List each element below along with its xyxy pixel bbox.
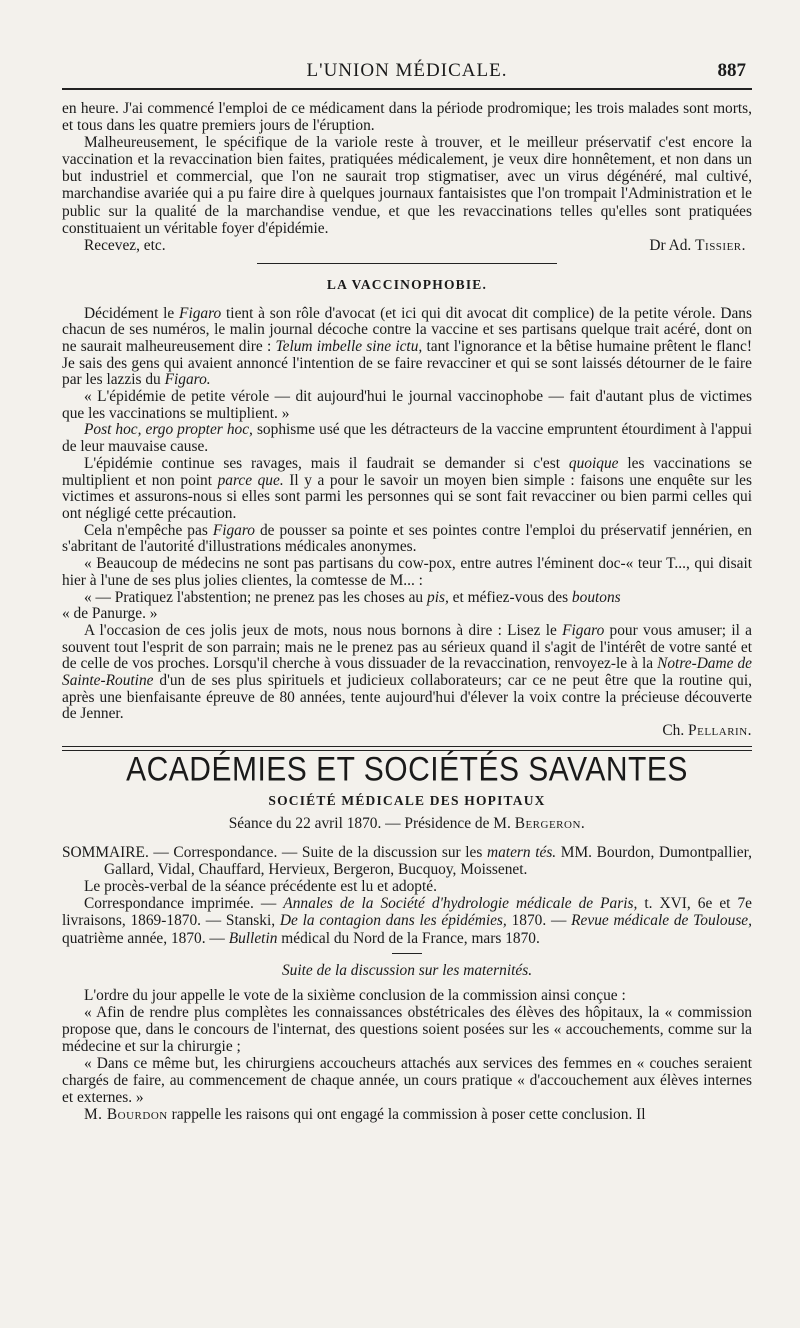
article-paragraph-3: L'épidémie continue ses ravages, mais il faudrait se demander si c'est quoique les vaccinations se multiplient et non point parce que. Il y a pour le savoir un moyen bien simple : faisons une enquête sur les victimes et assurons-nous si elles sont parmi les personnes qui se sont fait revacciner ou bien parmi celles qui ont négligé cette précaution. bbox=[62, 454, 753, 522]
article-title: LA VACCINOPHOBIE. bbox=[326, 276, 488, 292]
article-paragraph-5: A l'occasion de ces jolis jeux de mots, nous nous bornons à dire : Lisez le Figaro pour vous amuser; il a souvent tout l'esprit de son parrain; mais ne le prenez pas au sérieux quand il s'agit de l'intérêt de votre santé et de celle de vos proches. Lorsqu'il cherche à vous dissuader de la revaccination, renvoyez-le à la Notre-Dame de Sainte-Routine d'un de ses plus spirituels et judicieux collaborateurs; car ce ne peut être que la routine qui, après une bienfaisante épreuve de 80 années, tente aujourd'hui d'élever la voix contre la précieuse découverte de Jenner. bbox=[62, 621, 752, 723]
article-paragraph-4: Cela n'empêche pas Figaro de pousser sa pointe et ses pointes contre l'emploi du préservatif jennérien, en s'abritant de l'autorité d'illustrations médicales anonymes. bbox=[62, 521, 752, 556]
running-head bbox=[62, 60, 752, 88]
closing-text: Recevez, etc. bbox=[84, 236, 166, 254]
discussion-subhead: Suite de la discussion sur les maternités. bbox=[281, 961, 533, 979]
section-rule bbox=[257, 263, 557, 264]
proces-verbal: Le procès-verbal de la séance précédente est lu et adopté. bbox=[84, 878, 437, 896]
header-rule bbox=[62, 88, 752, 90]
sommaire: SOMMAIRE. — Correspondance. — Suite de la discussion sur les matern tés. MM. Bourdon, Dumontpallier, Gallard, Vidal, Chauffard, Hervieux, Bergeron, Bucquoy, Moissenet. bbox=[62, 844, 752, 879]
page-body bbox=[62, 100, 752, 1124]
seance-line: Séance du 22 avril 1870. — Présidence de M. Bergeron. bbox=[228, 815, 586, 833]
journal-title: L'UNION MÉDICALE. bbox=[306, 60, 508, 81]
ordre-du-jour: L'ordre du jour appelle le vote de la sixième conclusion de la commission ainsi conçue : bbox=[84, 986, 626, 1004]
bourdon-paragraph: M. Bourdon rappelle les raisons qui ont engagé la commission à poser cette conclusion. Il bbox=[84, 1106, 646, 1124]
article-quote-1: « L'épidémie de petite vérole — dit aujourd'hui le journal vaccinophobe — fait d'autant plus de victimes que les vaccinations se multiplient. » bbox=[62, 388, 752, 422]
article-paragraph-1: Décidément le Figaro tient à son rôle d'avocat (et ici qui dit avocat dit complice) de la petite vérole. Dans chacun de ses numéros, le malin journal décoche contre la vaccine et ses partisans quelque trait acéré, dont on ne saurait malheureusement dire : Telum imbelle sine ictu, tant l'ignorance et la bêtise humaine prêtent le flanc! Je sais des gens qui avaient annoncé l'intention de se faire revacciner et qui se sont laissés détourner de le faire par les lazzis du Figaro. bbox=[62, 304, 752, 389]
article-quote-2: « Beaucoup de médecins ne sont pas partisans du cow-pox, entre autres l'éminent doc-« teur T..., qui disait hier à l'une de ses plus jolies clientes, la comtesse de M... : bbox=[62, 555, 752, 589]
page-number: 887 bbox=[717, 60, 746, 81]
article-paragraph-2: Post hoc, ergo propter hoc, sophisme usé que les détracteurs de la vaccine empruntent étourdiment à l'appui de leur mauvaise cause. bbox=[62, 421, 752, 456]
article-quote-3: « — Pratiquez l'abstention; ne prenez pas les choses au pis, et méfiez-vous des boutons « de Panurge. » bbox=[62, 588, 621, 623]
mini-rule bbox=[392, 953, 422, 954]
conclusion-quote-1: « Afin de rendre plus complètes les connaissances obstétricales des élèves des hôpitaux, la « commission propose que, dans le concours de l'internat, des questions soient posées sur les « accouchements, comme sur la médecine et sur la chirurgie ; bbox=[62, 1003, 752, 1056]
article-signature: Ch. Pellarin. bbox=[662, 722, 752, 740]
intro-paragraph-2: Malheureusement, le spécifique de la variole reste à trouver, et le meilleur préservatif c'est encore la vaccination et la revaccination bien faites, pratiquées médicalement, je veux dire honnêtement, et non dans un but industriel et commercial, que l'on ne saurait trop stigmatiser, avec un virus dégénéré, mal cultivé, marchandise avariée qui a pu faire dire à quelques journaux fantaisistes que l'on trompait l'Administration et le public sur la qualité de la marchandise vendue, et que les revaccinations telles qu'elles sont pratiquées constituaient un véritable foyer d'épidémie. bbox=[62, 134, 752, 237]
society-title: SOCIÉTÉ MÉDICALE DES HOPITAUX bbox=[268, 792, 546, 808]
letter-signature bbox=[649, 237, 746, 254]
letter-closing bbox=[62, 237, 752, 254]
article-vaccinophobie bbox=[62, 277, 752, 740]
signature-name: Tissier. bbox=[695, 236, 746, 254]
intro-paragraph-1: en heure. J'ai commencé l'emploi de ce médicament dans la période prodromique; les trois malades sont morts, et tous dans les quatre premiers jours de l'éruption. bbox=[62, 100, 752, 135]
signature-prefix: Dr Ad. bbox=[649, 236, 692, 254]
academies-heading: ACADÉMIES ET SOCIÉTÉS SAVANTES bbox=[126, 750, 688, 789]
correspondance: Correspondance imprimée. — Annales de la Société d'hydrologie médicale de Paris, t. XVI, 6e et 7e livraisons, 1869-1870. — Stanski, De la contagion dans les épidémies, 1870. — Revue médicale de Toulouse, quatrième année, 1870. — Bulletin médical du Nord de la France, mars 1870. bbox=[62, 895, 752, 947]
conclusion-quote-2: « Dans ce même but, les chirurgiens accoucheurs attachés aux services des femmes en « couches seraient chargés de faire, au commencement de chaque année, un cours pratique « d'accouchement aux élèves internes et externes. » bbox=[62, 1055, 752, 1107]
